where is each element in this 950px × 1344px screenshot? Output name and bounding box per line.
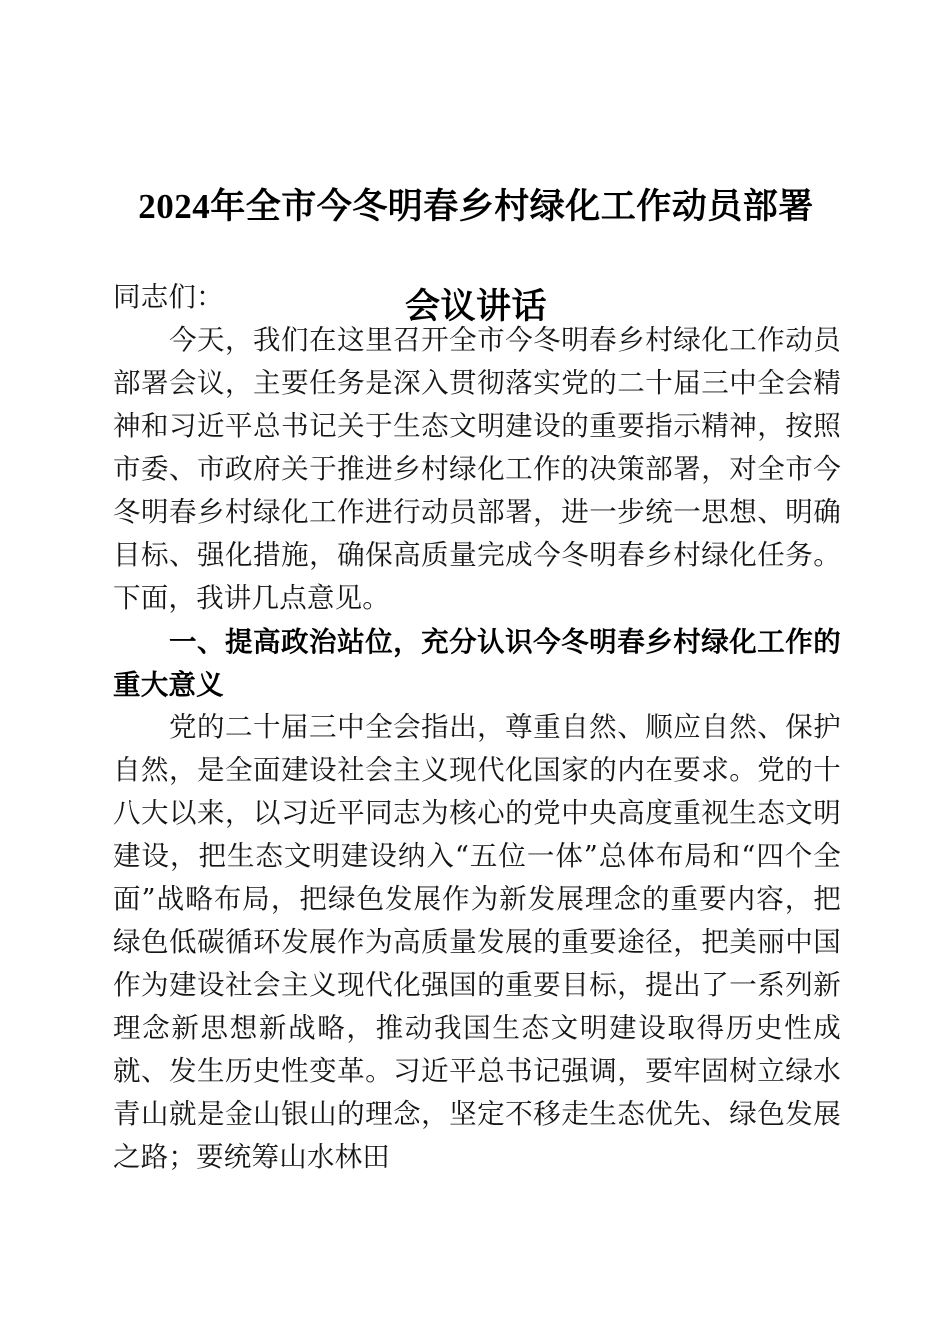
document-title-line-1: 2024年全市今冬明春乡村绿化工作动员部署 [138,187,814,226]
salutation: 同志们： [113,281,224,313]
document-body [113,276,841,1179]
paragraph-2: 党的二十届三中全会指出，尊重自然、顺应自然、保护自然，是全面建设社会主义现代化国家的内在要求。党的十八大以来，以习近平同志为核心的党中央高度重视生态文明建设，把生态文明建设纳入“五位一体”总体布局和“四个全面”战略布局，把绿色发展作为新发展理念的重要内容，把绿色低碳循环发展作为高质量发展的重要途径，把美丽中国作为建设社会主义现代化强国的重要目标，提出了一系列新理念新思想新战略，推动我国生态文明建设取得历史性成就、发生历史性变革。习近平总书记强调，要牢固树立绿水青山就是金山银山的理念，坚定不移走生态优先、绿色发展之路；要统筹山水林田 [113,711,841,1173]
section-heading-1: 一、提高政治站位，充分认识今冬明春乡村绿化工作的重大意义 [113,626,841,700]
paragraph-1: 今天，我们在这里召开全市今冬明春乡村绿化工作动员部署会议，主要任务是深入贯彻落实党的二十届三中全会精神和习近平总书记关于生态文明建设的重要指示精神，按照市委、市政府关于推进乡村绿化工作的决策部署，对全市今冬明春乡村绿化工作进行动员部署，进一步统一思想、明确目标、强化措施，确保高质量完成今冬明春乡村绿化任务。下面，我讲几点意见。 [113,324,841,614]
document-title-line-2: 会议讲话 [404,287,547,326]
